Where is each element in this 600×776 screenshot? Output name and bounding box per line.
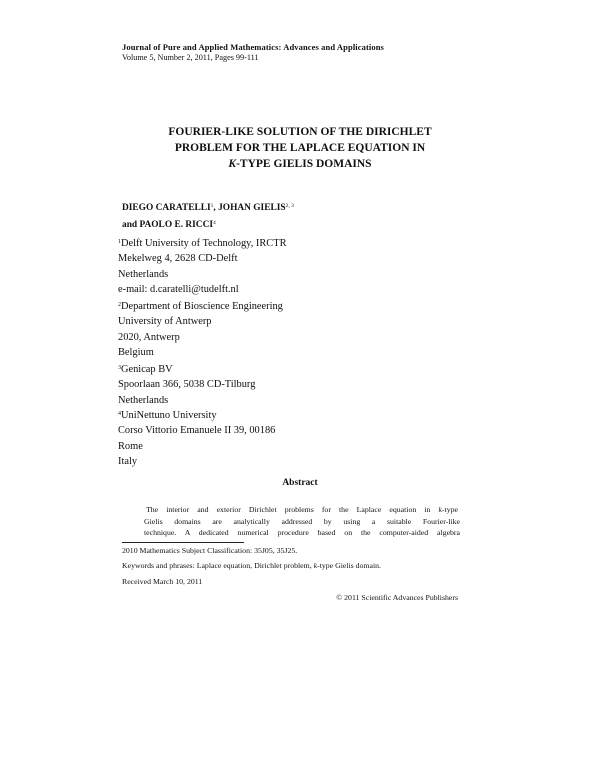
abstract-body <box>146 504 458 539</box>
affiliation-1-email: e-mail: d.caratelli@tudelft.nl <box>118 283 239 295</box>
copyright-notice: © 2011 Scientific Advances Publishers <box>336 593 458 602</box>
journal-volume: Volume 5, Number 2, 2011, Pages 99-111 <box>122 53 259 62</box>
author-gielis: , JOHAN GIELIS <box>213 203 286 213</box>
affiliation-2-line-1: Department of Bioscience Engineering <box>121 301 283 312</box>
affiliation-3 <box>118 361 255 408</box>
author-caratelli: DIEGO CARATELLI <box>122 203 211 213</box>
footnote-received: Received March 10, 2011 <box>122 577 203 586</box>
affiliation-1-line-2: Mekelweg 4, 2628 CD-Delft <box>118 253 238 265</box>
author-ricci-sup: 4 <box>213 220 216 226</box>
affiliation-4-line-1: UniNettuno University <box>121 410 217 421</box>
affiliation-4-line-4: Italy <box>118 455 138 467</box>
author-caratelli-sup: 1 <box>210 203 214 209</box>
affiliation-4-line-3: Rome <box>118 440 143 452</box>
abstract-line-3: technique. A dedicated numerical procedure based on the computer-aided algebra <box>144 528 460 538</box>
footnote-divider <box>122 542 244 543</box>
affiliation-4-sup: 4 <box>118 411 121 417</box>
affiliation-3-line-2: Spoorlaan 366, 5038 CD-Tilburg <box>118 379 256 391</box>
author-and: and <box>122 220 140 230</box>
affiliation-1-sup: 1 <box>118 239 121 245</box>
journal-name: Journal of Pure and Applied Mathematics: Advances and Applications <box>122 42 384 52</box>
affiliation-1-line-3: Netherlands <box>118 268 169 280</box>
title-line-1: FOURIER-LIKE SOLUTION OF THE DIRICHLET <box>168 126 432 138</box>
affiliation-2-line-4: Belgium <box>118 346 154 358</box>
affiliation-1-line-1: Delft University of Technology, IRCTR <box>121 238 287 249</box>
title-line-3 <box>100 156 500 172</box>
author-line-1 <box>122 199 294 216</box>
affiliation-3-line-3: Netherlands <box>118 394 169 406</box>
author-line-2 <box>122 216 294 233</box>
affiliation-2-sup: 2 <box>118 302 121 308</box>
title-line-2: PROBLEM FOR THE LAPLACE EQUATION IN <box>174 142 426 154</box>
affiliation-2-line-3: 2020, Antwerp <box>118 331 180 343</box>
author-list <box>122 199 294 233</box>
footnote-keywords: Keywords and phrases: Laplace equation, Dirichlet problem, k-type Gielis domain. <box>122 561 381 570</box>
affiliation-2 <box>118 298 283 360</box>
author-ricci: PAOLO E. RICCI <box>139 220 213 230</box>
paper-title <box>100 124 500 172</box>
author-gielis-sup: 2, 3 <box>285 203 294 209</box>
affiliation-1 <box>118 235 287 297</box>
footnote-msc: 2010 Mathematics Subject Classification: 35J05, 35J25. <box>122 546 298 555</box>
affiliation-3-line-1: Genicap BV <box>121 364 173 375</box>
title-k-italic: K <box>228 158 237 170</box>
abstract-line-1: The interior and exterior Dirichlet problems for the Laplace equation in k-type <box>146 505 458 514</box>
affiliation-3-sup: 3 <box>118 365 121 371</box>
affiliation-2-line-2: University of Antwerp <box>118 316 212 328</box>
affiliation-4-line-2: Corso Vittorio Emanuele II 39, 00186 <box>118 425 276 437</box>
abstract-heading: Abstract <box>282 478 318 488</box>
abstract-line-2: Gielis domains are analytically addressed by using a suitable Fourier-like <box>144 516 460 526</box>
affiliation-4 <box>118 407 275 469</box>
title-line-3-rest: -TYPE GIELIS DOMAINS <box>236 158 372 170</box>
